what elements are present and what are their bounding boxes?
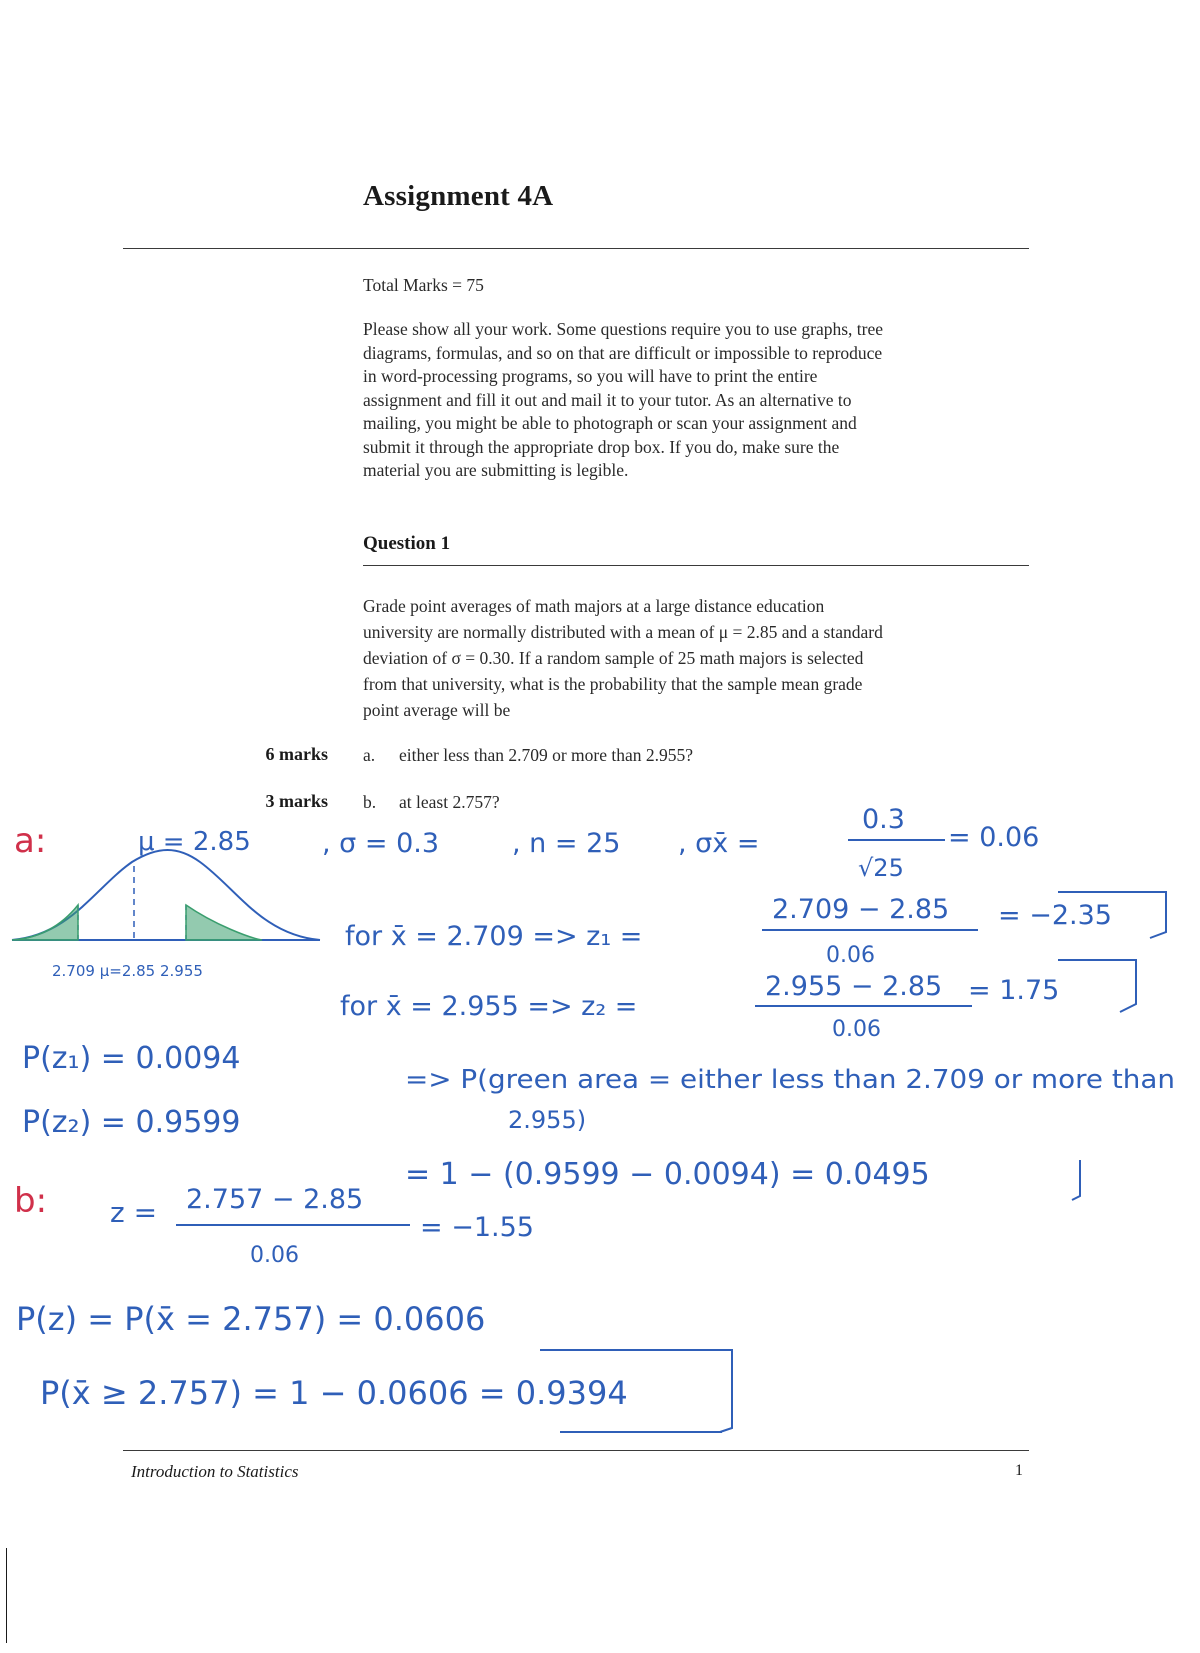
question-line: point average will be [363, 700, 511, 720]
sigma-fraction-numerator: 0.3 [862, 804, 905, 835]
instruction-line: Please show all your work. Some questions require you to use graphs, tree [363, 319, 884, 339]
question-line: university are normally distributed with a mean of μ = 2.85 and a standard [363, 622, 883, 642]
part-a-handwritten-label: a: [14, 821, 47, 861]
sigma-xbar-label: , σx̄ = [678, 828, 760, 859]
z2-result-box [1058, 960, 1136, 1012]
part-a-label: a. [363, 745, 376, 765]
p-z1: P(z₁) = 0.0094 [22, 1041, 241, 1076]
final-answer: P(x̄ ≥ 2.757) = 1 − 0.0606 = 0.9394 [40, 1374, 628, 1412]
footer-course: Introduction to Statistics [131, 1462, 299, 1481]
curve-axis-labels: 2.709 μ=2.85 2.955 [52, 962, 203, 980]
z1-prefix: for x̄ = 2.709 => z₁ = [345, 921, 643, 952]
part-b-handwritten-label: b: [14, 1181, 48, 1221]
page-number: 1 [1015, 1462, 1023, 1479]
part-b-marks: 3 marks [265, 791, 328, 811]
green-area-line2: 2.955) [508, 1106, 587, 1134]
part-b-label: b. [363, 792, 377, 812]
question-line: deviation of σ = 0.30. If a random sample of 25 math majors is selected [363, 648, 864, 668]
instruction-line: diagrams, formulas, and so on that are difficult or impossible to reproduce [363, 342, 883, 363]
total-marks: Total Marks = 75 [363, 275, 484, 295]
green-area-line1: => P(green area = either less than 2.709 or more than [405, 1065, 1175, 1095]
green-area-result: = 1 − (0.9599 − 0.0094) = 0.0495 [405, 1157, 930, 1192]
n-value: , n = 25 [512, 828, 621, 859]
z2-denominator: 0.06 [832, 1017, 881, 1042]
z2-result: = 1.75 [968, 975, 1060, 1006]
zb-prefix: z = [110, 1196, 158, 1229]
mu-value: μ = 2.85 [138, 827, 251, 857]
sigma-xbar-result: = 0.06 [948, 822, 1040, 853]
p-z2: P(z₂) = 0.9599 [22, 1105, 241, 1140]
question-heading: Question 1 [363, 533, 451, 554]
z1-numerator: 2.709 − 2.85 [772, 894, 950, 925]
z2-prefix: for x̄ = 2.955 => z₂ = [340, 991, 638, 1022]
question-line: from that university, what is the probability that the sample mean grade [363, 674, 863, 694]
part-b-text: at least 2.757? [399, 792, 500, 812]
right-tail-shading [186, 905, 262, 940]
scan-edge-mark [6, 1548, 7, 1643]
question-line: Grade point averages of math majors at a large distance education [363, 596, 825, 616]
left-tail-shading [12, 905, 78, 940]
z1-result: = −2.35 [998, 900, 1112, 931]
instruction-line: submit it through the appropriate drop box. If you do, make sure the [363, 436, 840, 457]
z2-numerator: 2.955 − 2.85 [765, 971, 943, 1002]
part-a-marks: 6 marks [265, 744, 328, 764]
instruction-line: material you are submitting is legible. [363, 460, 629, 480]
instruction-line: mailing, you might be able to photograph or scan your assignment and [363, 413, 857, 433]
zb-numerator: 2.757 − 2.85 [186, 1184, 364, 1215]
instruction-line: assignment and fill it out and mail it to your tutor. As an alternative to [363, 389, 852, 410]
green-area-result-box [1072, 1160, 1080, 1200]
footer-divider [123, 1450, 1029, 1451]
zb-denominator: 0.06 [250, 1243, 299, 1268]
instruction-line: in word-processing programs, so you will have to print the entire [363, 366, 818, 386]
zb-result: = −1.55 [420, 1212, 534, 1243]
z1-denominator: 0.06 [826, 943, 875, 968]
sigma-value: , σ = 0.3 [322, 828, 440, 859]
part-a-text: either less than 2.709 or more than 2.955? [399, 745, 694, 765]
p-z-b: P(z) = P(x̄ = 2.757) = 0.0606 [16, 1300, 486, 1338]
assignment-title: Assignment 4A [363, 180, 554, 212]
sigma-fraction-denominator: √25 [858, 854, 904, 882]
